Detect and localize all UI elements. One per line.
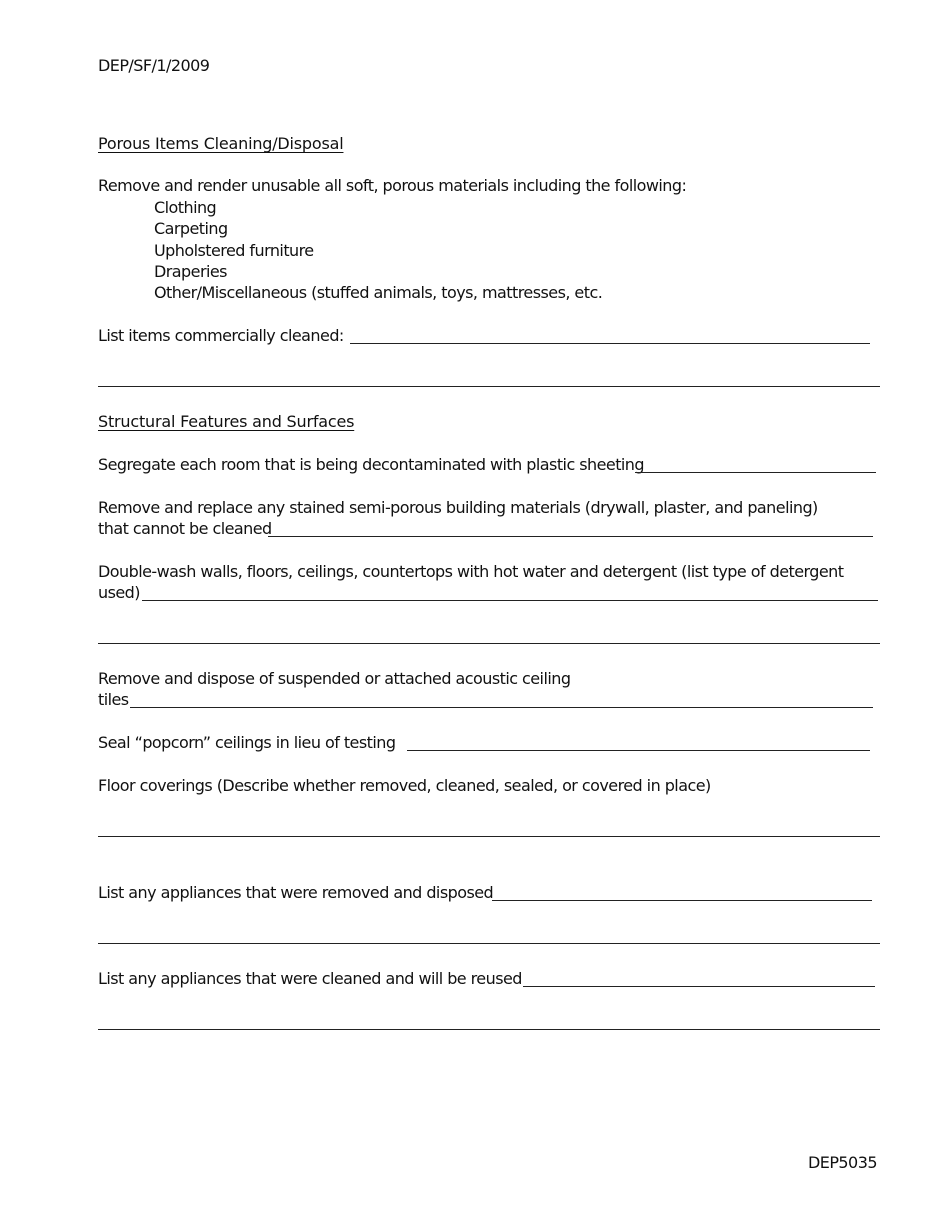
structural-section-heading: Structural Features and Surfaces bbox=[98, 412, 355, 431]
porous-intro: Remove and render unusable all soft, porous materials including the following: bbox=[98, 176, 687, 195]
appliances-removed-field[interactable] bbox=[492, 900, 872, 901]
porous-section-heading: Porous Items Cleaning/Disposal bbox=[98, 134, 344, 153]
detergent-field-continued[interactable] bbox=[98, 643, 880, 644]
segregate-label: Segregate each room that is being decontaminated with plastic sheeting bbox=[98, 455, 645, 474]
appliances-reused-field-continued[interactable] bbox=[98, 1029, 880, 1030]
acoustic-tiles-label-line2: tiles bbox=[98, 690, 129, 709]
porous-item-upholstered: Upholstered furniture bbox=[154, 241, 314, 260]
porous-item-draperies: Draperies bbox=[154, 262, 227, 281]
appliances-reused-field[interactable] bbox=[523, 986, 875, 987]
appliances-removed-label: List any appliances that were removed and disposed bbox=[98, 883, 494, 902]
detergent-field[interactable] bbox=[142, 600, 878, 601]
segregate-field[interactable] bbox=[635, 472, 876, 473]
floor-coverings-label: Floor coverings (Describe whether removed, cleaned, sealed, or covered in place) bbox=[98, 776, 711, 795]
porous-item-clothing: Clothing bbox=[154, 198, 217, 217]
form-code: DEP/SF/1/2009 bbox=[98, 56, 210, 75]
appliances-removed-field-continued[interactable] bbox=[98, 943, 880, 944]
double-wash-label-line2: used) bbox=[98, 583, 140, 602]
appliances-reused-label: List any appliances that were cleaned and will be reused bbox=[98, 969, 522, 988]
commercial-items-field-continued[interactable] bbox=[98, 386, 880, 387]
porous-item-carpeting: Carpeting bbox=[154, 219, 228, 238]
commercial-label: List items commercially cleaned: bbox=[98, 326, 344, 345]
stained-materials-label-line2: that cannot be cleaned bbox=[98, 519, 272, 538]
form-number: DEP5035 bbox=[808, 1153, 877, 1172]
stained-materials-label-line1: Remove and replace any stained semi-porous building materials (drywall, plaster, and paneling) bbox=[98, 498, 818, 517]
commercial-items-field[interactable] bbox=[350, 343, 870, 344]
acoustic-tiles-label-line1: Remove and dispose of suspended or attached acoustic ceiling bbox=[98, 669, 571, 688]
floor-coverings-field[interactable] bbox=[98, 836, 880, 837]
stained-materials-field[interactable] bbox=[268, 536, 873, 537]
porous-item-other: Other/Miscellaneous (stuffed animals, toys, mattresses, etc. bbox=[154, 283, 603, 302]
popcorn-ceiling-field[interactable] bbox=[407, 750, 870, 751]
popcorn-ceiling-label: Seal “popcorn” ceilings in lieu of testing bbox=[98, 733, 396, 752]
double-wash-label-line1: Double-wash walls, floors, ceilings, countertops with hot water and detergent (list type of detergent bbox=[98, 562, 844, 581]
acoustic-tiles-field[interactable] bbox=[130, 707, 873, 708]
